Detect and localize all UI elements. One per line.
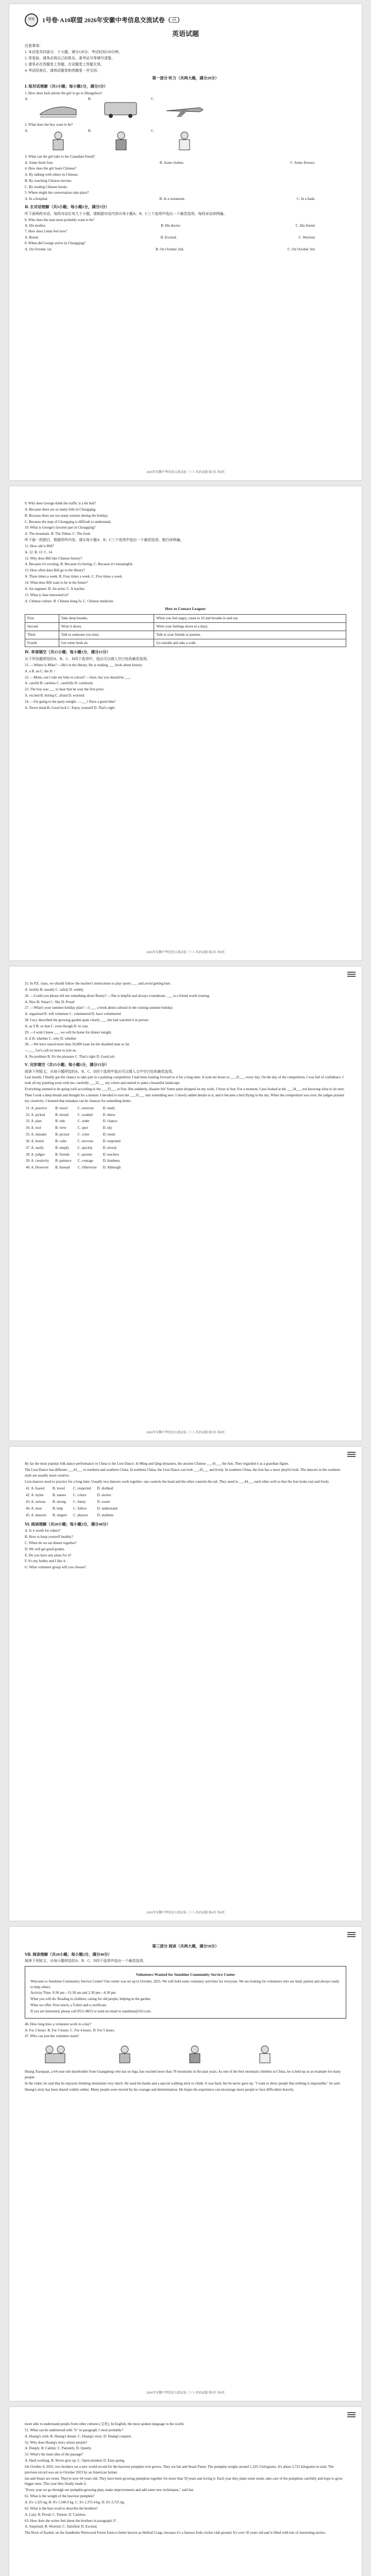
passage-paragraph: Huang's story has been shared widely online. Many people were moved by his courage and determination. He hopes his experience can encourage more people to face difficulties bravely. (25, 2087, 294, 2092)
table-row (25, 622, 346, 631)
option: D. result (103, 1132, 115, 1137)
notice-line: Activity Time: 9:30 am—11:30 am and 2:30 pm—4:30 pm (30, 1991, 116, 1995)
passage-paragraph: In the video, he said that he enjoyed climbing mountains very much. He used his hands and a special walking stick to climb. It was hard, but he never gave up. "I want to show people that nothing is impossible," he said. (25, 2081, 341, 2086)
notice-title: Volunteers Wanted for Sunshine Community Service Center (136, 1972, 235, 1977)
option-row (26, 1139, 126, 1144)
option: C. Some flowers. (290, 161, 315, 165)
option: D. sweet (97, 1500, 110, 1504)
passage-paragraph: Everything seemed to be going well according to the ___33___ at first. But suddenly, disaster hit! Some paint dropped on my work. I froze in fear. For a moment, I just looked at the ___34___ not knowing what to do next. (25, 1087, 345, 1092)
option: D. understand (97, 1506, 117, 1511)
option: C. Otherwise (77, 1165, 97, 1170)
question-line: A. Surprised. B. Worried. C. Satisfied. D. Excited. (25, 2524, 98, 2529)
page-footer: 2026年安徽中考信息交流试卷（三）·英语试题 第2页 共8页 (146, 951, 225, 954)
question-line: 14. What does Bill want to be in the future? (25, 580, 88, 585)
question-line: 52. Why does Huang's story attract people? (25, 2440, 88, 2445)
option: 32. A. picked (26, 1112, 45, 1117)
option-a-label: A. (25, 129, 28, 133)
option-row (26, 1118, 126, 1124)
question-line: 53. What's the main idea of the passage? (25, 2452, 83, 2457)
option: C. funny (73, 1500, 86, 1504)
option: D. slowly (103, 1145, 117, 1150)
passage-paragraph: Lion dancers need to practice for a long time. Usually two dancers work together: one controls the head and the other controls the tail. They need to ___44___ each other well so that the lion looks real and lively. (25, 1479, 330, 1484)
info-table (25, 614, 346, 647)
table-cell: When you feel angry, count to 10 and breathe in and out. (154, 614, 346, 622)
question-line: 15. What is Jane interested in? (25, 592, 69, 597)
table-cell: First (25, 614, 59, 622)
option: E. Do you have any plans for it? (25, 1553, 72, 1557)
option: G. What volunteer group will you choose? (25, 1565, 87, 1570)
option: B. calm (55, 1139, 66, 1143)
option: D. We will get good grades. (25, 1547, 65, 1551)
page-footer: 2026年安徽中考信息交流试卷（三）·英语试题 第3页 共8页 (146, 1431, 225, 1434)
person-illustration-icon (100, 130, 142, 152)
cloze-options (25, 1485, 124, 1519)
question-line: 12. Why does Bill like Chinese history? (25, 556, 82, 561)
option: 31. A. practice (26, 1106, 47, 1110)
question-line: 9. Why does George think the traffic is a bit bad? (25, 501, 96, 505)
option: B. Some clothes. (159, 161, 184, 165)
note-2: 2. 答卷前，请务必将自己的姓名、准考证号等填写清楚。 (25, 56, 115, 60)
question-line: A. a B. an C. the D. / (25, 669, 55, 673)
person-illustration-icon (38, 130, 79, 152)
option-row (26, 1493, 123, 1498)
question-text: 8. When did George arrive in Chongqing? (25, 241, 86, 245)
option-c-label: C. (151, 129, 155, 133)
option-c-label: C. (151, 97, 155, 101)
option: D. disliked (97, 1486, 113, 1491)
person-illustration-icon (174, 2043, 215, 2065)
question-line: C. Because the map of Chongqing is difficult to understand. (25, 519, 112, 524)
option-row (26, 1125, 126, 1131)
note-3: 3. 请务必在答题卷上答题，在试题卷上答题无效。 (25, 62, 104, 66)
option: C. Worried. (298, 235, 315, 240)
question-line: A. Nice B. Smart C. Shy D. Proud (25, 999, 75, 1004)
question-line: Ian and Stuart are twins. They're now 64 years old. They have been growing pumpkins together for more than 50 years and loving it. Each year they plant some seeds, take care of the pumpkins carefully and hope to grow bigger ones. This year they finally made it. (25, 2476, 343, 2486)
question-line: A. if B. whether C. why D. whether (25, 1036, 77, 1041)
exam-header-title: 1号卷·A10联盟 2026年安徽中考信息交流试卷（三） (42, 16, 183, 24)
answer-options (25, 247, 346, 252)
person-illustration-icon (244, 2043, 285, 2065)
question-line: 10. What is George's favorite part in Chongqing? (25, 526, 96, 530)
option: C. colors (73, 1493, 87, 1498)
page-footer: 2026年安徽中考信息交流试卷（三）·英语试题 第5页 共8页 (146, 2392, 225, 2395)
table-title: How to Contact Leaguer (165, 606, 206, 612)
menu-icon[interactable] (347, 1931, 356, 1937)
notice-line: Welcome to Sunshine Community Service Center! Our center was set up in October, 2025. We will hold some voluntary activities for everyone. We are looking for volunteers who are kind, patient and always ready to help others. (30, 1979, 340, 1989)
question-line: 23. The boy was ___ to hear that he won the first prize. (25, 687, 105, 692)
option: 42. A. styles (26, 1493, 44, 1498)
page-footer: 2026年安徽中考信息交流试卷（三）·英语试题 第4页 共8页 (146, 1911, 225, 1914)
document-page-1 (9, 4, 362, 480)
menu-icon[interactable] (347, 1451, 356, 1457)
option: B. help (53, 1506, 63, 1511)
question-line: A. Never mind B. Good luck C. Enjoy yourself D. That's right (25, 705, 115, 710)
notes-heading: 注意事项： (25, 44, 43, 48)
option: C. color (77, 1132, 90, 1137)
option: C. players (73, 1513, 88, 1517)
table-cell: Get some fresh air. (59, 639, 154, 647)
option: C. washed (77, 1112, 93, 1117)
part-heading: 第一部分 听力（共两大题，满分20分） (152, 76, 219, 81)
cloze-options (25, 1105, 127, 1172)
option: 33. A. plan (26, 1119, 42, 1124)
option: C. parents (77, 1152, 92, 1157)
school-logo: 联盟 (25, 13, 38, 27)
option: B. picture (55, 1132, 70, 1137)
reading-passage (25, 2069, 346, 2092)
question-line: "Every year we go through our pumpkin-growing plan, make improvements and add some new techniques," said Ian. (25, 2488, 194, 2493)
picture-options (25, 128, 346, 154)
menu-icon[interactable] (347, 2411, 356, 2417)
table-cell: Talk to someone you trust. (59, 631, 154, 639)
option: B. In a restaurant. (159, 197, 185, 201)
option: C. respected (73, 1486, 91, 1491)
question-line: A. Huang's wish. B. Huang's dream. C. Huang's story. D. Huang's request. (25, 2434, 132, 2438)
notice-line: If you are interested, please call 0551-8653 or send an email to sunshine@163.com. (30, 2009, 151, 2013)
menu-icon[interactable] (347, 971, 356, 977)
question-line: A. excited B. boring C. afraid D. worried (25, 693, 85, 698)
section-instructions: 阅读下列短文，从每小题所给的A、B、C、D四个选项中选出一个最佳选项。 (25, 1959, 147, 1963)
question-line: B. Because there are too many tourists during the holiday. (25, 513, 109, 518)
option: 36. A. bored (26, 1139, 44, 1143)
bus-icon (100, 98, 142, 120)
question-line: —___. Let's call on more to join us. (25, 1048, 77, 1053)
question-block (25, 2022, 346, 2040)
table-cell: Go outside and take a walk. (154, 639, 346, 647)
question-line: 63. How does the writer feel about the brothers in paragraph 3? (25, 2518, 116, 2523)
option-b-label: B. (88, 129, 92, 133)
train-icon (38, 98, 79, 120)
option-row (26, 1506, 123, 1512)
option-row (26, 1513, 123, 1518)
option: B. On October 2nd. (156, 247, 184, 251)
volunteer-notice (25, 1966, 346, 2019)
question-text: 4. How does the girl learn Chinese? (25, 166, 77, 171)
question-line: A. Because there are so many hills in Chongqing. (25, 507, 96, 512)
question-line: 30. —We have raised more than 50,000 yuan for the disabled man so far. (25, 1042, 130, 1047)
option: B. loved (53, 1486, 65, 1491)
section-heading: Ⅶ. 阅读理解（共20小题；每小题2分，满分40分） (25, 1952, 112, 1957)
option: D. stories (97, 1493, 111, 1498)
person-illustration-icon (104, 2043, 145, 2065)
option: B. strong (53, 1500, 66, 1504)
question-line: 47. Who can join the volunteer team? (25, 2034, 79, 2039)
question-line: A. For 2 hours. B. For 3 hours. C. For 4 hours. D. For 5 hours. (25, 2028, 115, 2032)
option-row (26, 1132, 126, 1138)
table-row (25, 631, 346, 639)
section-heading: Ⅴ. 完形填空（共15小题；每小题1分，满分15分） (25, 1062, 109, 1067)
answer-options (25, 235, 346, 241)
question-line: A. 12. B. 13. C. 14. (25, 550, 53, 554)
question-block (25, 981, 346, 1060)
answer-options (25, 223, 346, 229)
option: A. His mother. (25, 224, 46, 228)
option: 35. A. mistake (26, 1132, 47, 1137)
question-line: more able to understand people from other cultures (文化). In English, the most spoken language in the world. (25, 2422, 184, 2426)
question-line: A. Hard working. B. Never give up. C. Open-minded. D. Easy-going. (25, 2459, 125, 2463)
notice-line: What you will do: Reading to children, caring for old people, helping in the garden. (30, 1997, 151, 2002)
question-text: 2. What does the boy want to be? (25, 123, 73, 127)
subject-title: 英语试题 (172, 30, 199, 38)
option: C. On October 3rd. (288, 247, 315, 251)
option-row (26, 1112, 126, 1118)
person-illustration-icon (34, 2043, 75, 2065)
question-line: A. It's 1,325 kg. B. It's 1,346.9 kg. C. It's 1,375.4 kg. D. It's 2,725 kg. (25, 2500, 125, 2504)
option: D. Although (103, 1165, 121, 1170)
section-instructions: 从下列各题所给的A、B、C、D四个选项中，选出可以填入空白处的最佳选项。 (25, 656, 150, 661)
section-instructions: 听下面两段对话，每段对话后有几个小题，请根据对话内容从每小题A、B、C三个选项中选出一个最佳选项。每段对话读两遍。 (25, 211, 227, 216)
option: C. nervous (77, 1139, 93, 1143)
option: B. By watching Chinese movies. (25, 178, 72, 183)
option: 39. A. creativity (26, 1159, 49, 1163)
question-line: A. Three times a week. B. Four times a week. C. Five times a week. (25, 574, 123, 579)
question-line: A. No problem B. It's the pleasure C. That's right D. Good job (25, 1055, 114, 1059)
document-page-5 (9, 1927, 362, 2401)
passage-paragraph: Huang Xiaoquan, a 64-year-old shareholder from Guangdong who has no legs, has reached more than 70 mountains in the past years. As one of the best mountain climbers in China, he is held up as an example for many people. (25, 2070, 341, 2080)
document-page-2 (9, 486, 362, 960)
document-page-6 (9, 2407, 362, 2576)
option: B. names (53, 1493, 66, 1498)
option: C. In a bank. (297, 197, 315, 201)
option: 37. A. easily (26, 1145, 44, 1150)
option: D. study (103, 1106, 115, 1110)
option: B. rule (55, 1119, 65, 1124)
question-line: 听下面一段独白，根据所听内容，请从每小题A、B、C三个选项中选出一个最佳选项。独白读两遍。 (25, 538, 184, 543)
section-heading: Ⅱ. 长对话理解（共5小题；每小题1分，满分5分） (25, 205, 109, 210)
option: C. order (77, 1119, 90, 1124)
option: 38. A. judges (26, 1152, 45, 1157)
option: B. travel (55, 1106, 68, 1110)
option: C. His friend. (295, 224, 315, 228)
section-heading: Ⅳ. 单项填空（共15小题；每小题1分，满分15分） (25, 650, 111, 655)
page-footer: 2026年安徽中考信息交流试卷（三）·英语试题 第1页 共8页 (146, 471, 225, 474)
option-row (26, 1165, 126, 1171)
option: C. follow (73, 1506, 87, 1511)
question-line: A. Chinese culture. B. Chinese kung fu. C. Chinese medicine. (25, 599, 114, 603)
question-line: 25. In P.E. class, we should follow the teacher's instructions to play sports ___ and avoid getting hurt. (25, 981, 171, 986)
note-1: 1. 本试卷共四部分，十大题，满分120分，考试时间120分钟。 (25, 49, 122, 54)
option: A. On October 1st. (25, 247, 53, 251)
question-line: A. Because it's exciting. B. Because it's boring. C. Because it's meaningful. (25, 562, 133, 567)
passage-paragraph: Then I took a deep breath and thought for a minute. I decided to turn the ___35___ into something new. I slowly added details to it, and it became a bird flying in the sky. When the competition was over, the judges praised my creativity. I learned that mistakes can be chances for something better. (25, 1093, 344, 1103)
option: F. It's my hobby and I like it. (25, 1559, 66, 1564)
table-row (25, 639, 346, 647)
question-line: A. organized B. will volunteer C. volunteered D. have volunteered (25, 1012, 121, 1016)
option: 34. A. tool (26, 1126, 41, 1130)
question-block (25, 2421, 346, 2536)
question-line: A. Deeply. B. Calmly. C. Patiently. D. Quietly. (25, 2446, 92, 2451)
note-4: 4. 考试结束后，请将试题卷和答题卷一并交回。 (25, 68, 100, 73)
option: D. sky (103, 1126, 112, 1130)
option: D. chance (103, 1119, 117, 1124)
question-line: 11. How old is Bill? (25, 544, 54, 548)
part-heading: 第三部分 阅读（共两大题，满分50分） (152, 1944, 219, 1948)
option-row (26, 1106, 126, 1111)
option-row (26, 1158, 126, 1164)
table-cell: Third (25, 631, 59, 639)
option: C. quickly (77, 1145, 93, 1150)
table-row (25, 614, 346, 622)
notice-line: What we offer: Free lunch, a T-shirt and a certificate. (30, 2003, 107, 2008)
question-block (25, 501, 346, 604)
answer-options (25, 196, 346, 202)
option-a-label: A. (25, 97, 28, 101)
option-row (26, 1486, 123, 1492)
option: B. simply (55, 1145, 70, 1150)
table-cell: Write your feelings down in a diary. (154, 622, 346, 631)
option: C. exercise (77, 1106, 94, 1110)
option: B. Excited. (160, 235, 177, 240)
option: A. By talking with others in Chinese. (25, 172, 79, 177)
option: B. singers (53, 1513, 68, 1517)
table-cell: Take deep breaths. (59, 614, 154, 622)
option-b-label: B. (88, 97, 92, 101)
question-text: 6. Who does the man most probably want to be? (25, 217, 95, 222)
passage-paragraph: By far the most popular folk dance performance in China is the Lion Dance. In Ming and Qing dynasties, the ancient Chinese ___41___ the lion. They regarded it as a guardian figure. (25, 1462, 289, 1466)
question-line: The Rock of Kashel, on the Sandholm Westwood Forest Farm is better known as Hellrail Crags, because it's a famous Irish cricket club ground. It's over 50 years old and is filled with lots of interesting stories. (25, 2531, 326, 2535)
question-text: 7. How does Linda feel now? (25, 229, 68, 234)
section-heading: Ⅵ. 阅读理解（共20小题；每小题2分，满分40分） (25, 1521, 111, 1527)
option: B. His doctor. (161, 224, 181, 228)
option: C. By reading Chinese books. (25, 184, 68, 189)
question-line: 24. —I'm going to the party tonight. —___! Have a good time! (25, 699, 116, 704)
question-line: 51. What can be understood with "it" in paragraph 1 most probably? (25, 2428, 124, 2432)
question-line: A. Lazy. B. Proud. C. Patient. D. Careless. (25, 2512, 87, 2517)
question-text: 5. Where might the conversation take place? (25, 191, 89, 195)
section-heading: Ⅰ. 短对话理解（共5小题；每小题1分，满分5分） (25, 83, 108, 89)
question-line: 27. —What's your summer holiday plan? —I ___ a book about cultural in the coming summer holiday. (25, 1006, 174, 1010)
option: B. Instead (55, 1165, 70, 1170)
option: A. Some fresh fruit. (25, 161, 54, 165)
option-list (25, 1528, 346, 1570)
question-line: A. luckily B. usually C. safely D. widely (25, 987, 84, 992)
plane-icon (164, 98, 205, 120)
option: D. teachers (103, 1152, 120, 1157)
question-line: 22. —Mom, can I ride my bike to school? —Sure, but you should be ___. (25, 675, 131, 680)
option: D. threw (103, 1112, 116, 1117)
question-line: 29. —I wish I knew ___ we will be home for dinner tonight. (25, 1030, 112, 1035)
option: B. patience (55, 1159, 72, 1163)
table-cell: Write it down. (59, 622, 154, 631)
passage-paragraph: Last month, I finally got the chance to take part in a painting competition. I had been looking forward to it for a long time. It took me hours to ___31___ every day. On the day of the competition, I was full of confidence. I took all my painting tools with me, carefully ___32___ my colors and started to paint a beautiful landscape. (25, 1075, 344, 1086)
question-line: 61. What is the weight of the heaviest pumpkin? (25, 2494, 95, 2499)
option: C. spot (77, 1126, 88, 1130)
question-text: 1. How does Jack advise the girl to go to Zhengzhou? (25, 91, 103, 95)
option: B. view (55, 1126, 66, 1130)
passage-paragraph: The Lion Dance has different ___42___ in northern and southern China. In northern China, the Lion Dance can look ___43___ and lively. In southern China, the lion has a more playful look. The dancers in the southern style are usually more creative. (25, 1467, 341, 1478)
question-line: A. careful B. careless C. carefully D. carelessly (25, 681, 93, 686)
option: A. Bored. (25, 235, 39, 240)
document-page-3 (9, 967, 362, 1440)
question-line: A. The mountain. B. The Yuhua. C. The food. (25, 532, 91, 536)
question-line: A. An engineer. B. An artist. C. A teacher. (25, 586, 86, 591)
option: D. kindness (103, 1159, 120, 1163)
section-instructions: 阅读下列短文，从每小题所给的A、B、C、D四个选项中选出可以填入文中空白处的最佳选项。 (25, 1069, 176, 1074)
document-page-4 (9, 1447, 362, 1921)
question-text: 3. What can the girl take to her Canadian friend? (25, 155, 95, 159)
option: B. mixed (55, 1112, 69, 1117)
question-block (25, 663, 346, 711)
table-cell: Fourth (25, 639, 59, 647)
picture-options (25, 2041, 346, 2067)
option: 40. A. However (26, 1165, 49, 1170)
option: A. Is it worth for others? (25, 1529, 61, 1533)
option: B. How to keep yourself healthy? (25, 1535, 74, 1539)
question-line: 13. How often does Bill go to the library? (25, 568, 85, 573)
option-row (26, 1145, 126, 1151)
option: 44. A. trust (26, 1506, 42, 1511)
option: C. courage (77, 1159, 93, 1163)
table-cell: Talk to your friends or parents. (154, 631, 346, 639)
question-line: 46. How long does a volunteer work in a day? (25, 2022, 92, 2026)
question-line: 28. Lucy described the growing garden quite clearly ___ she had watched it in person. (25, 1018, 149, 1023)
question-line: 26. —Could you please tell me something about Bonny? —She is helpful and always considerate. ___ is a friend worth trusting. (25, 993, 210, 998)
option: 45. A. dancers (26, 1513, 47, 1517)
cloze-passage (25, 1075, 346, 1104)
option: 43. A. serious (26, 1500, 46, 1504)
option: 41. A. feared (26, 1486, 45, 1491)
answer-options (25, 160, 346, 166)
question-line: 21. —Where is Mike? —He's in the library. He is reading ___ book about history. (25, 663, 143, 667)
picture-options (25, 96, 346, 122)
option: C. When do we eat dinner together? (25, 1540, 77, 1545)
option-row (26, 1499, 123, 1505)
option: D. surprised (103, 1139, 121, 1143)
option: A. In a hospital. (25, 197, 48, 201)
cloze-passage (25, 1461, 346, 1484)
person-illustration-icon (164, 130, 205, 152)
option: D. students (97, 1513, 114, 1517)
option: B. friends (55, 1152, 70, 1157)
question-line: 62. What is the best word to describe the brothers? (25, 2506, 98, 2511)
table-cell: Second (25, 622, 59, 631)
question-line: On October 4, 2025, two brothers set a new world record for the heaviest pumpkin ever grown. They are Ian and Stuart Paton. The pumpkin weighs around 1,325.3 kilograms. It's about 2,725 kilograms in total. The previous record was set in October 2023 by an American farmer. (25, 2464, 334, 2475)
question-line: A. as if B. so that C. even though D. in case (25, 1024, 88, 1028)
option-row (26, 1152, 126, 1158)
